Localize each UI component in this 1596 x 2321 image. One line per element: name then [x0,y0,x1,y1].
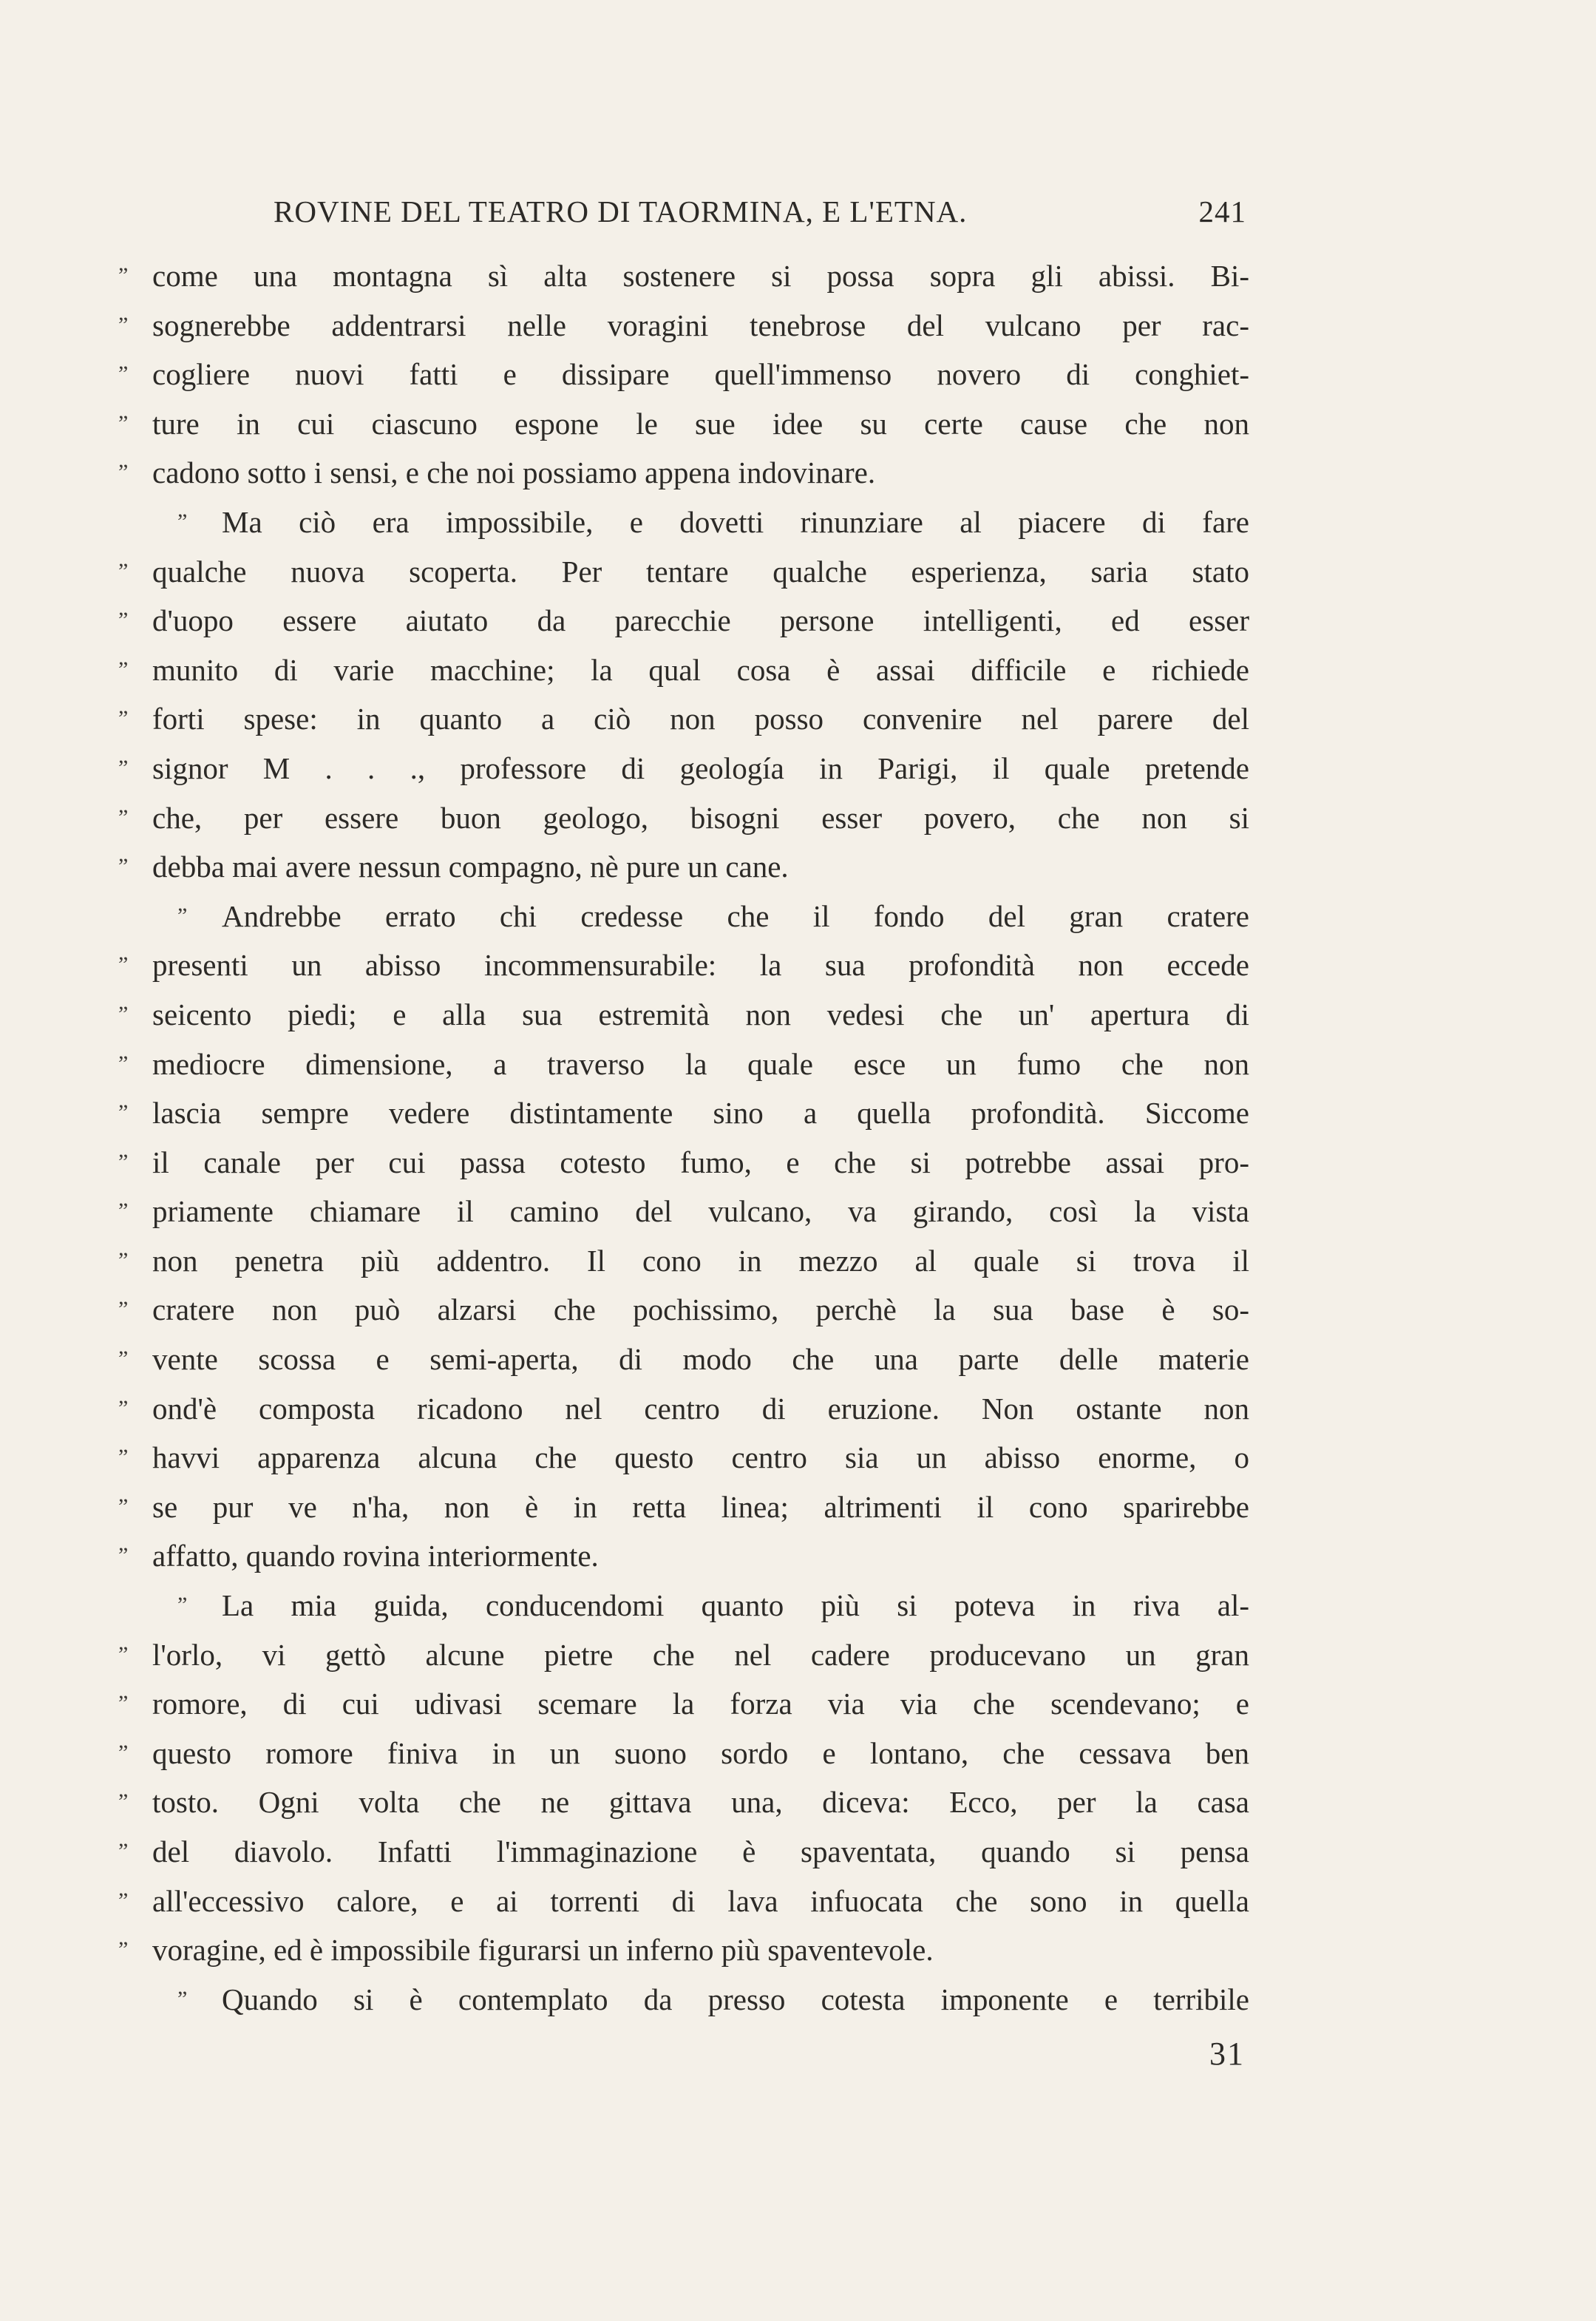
quote-mark: ” [118,362,129,387]
line-text: all'eccessivo calore, e ai torrenti di lava infuocata che sono in quella [152,1883,1249,1918]
quote-mark: ” [118,657,129,682]
text-line [118,1187,1249,1236]
line-text: ture in cui ciascuno espone le sue idee su certe cause che non [152,406,1249,441]
text-line [118,547,1249,597]
text-line [118,1088,1249,1138]
line-text: cogliere nuovi fatti e dissipare quell'immenso novero di conghiet- [152,357,1249,392]
text-line [118,793,1249,843]
text-line [118,1384,1249,1434]
line-text: mediocre dimensione, a traverso la quale esce un fumo che non [152,1046,1249,1081]
line-text: presenti un abisso incommensurabile: la sua profondità non eccede [152,948,1249,983]
text-line [118,1335,1249,1384]
text-line [118,1679,1249,1729]
line-text: non penetra più addentro. Il cono in mezzo al quale si trova il [152,1243,1249,1278]
line-text: affatto, quando rovina interiormente. [152,1539,599,1573]
line-text: questo romore finiva in un suono sordo e lontano, che cessava ben [152,1735,1249,1770]
text-line [118,1827,1249,1877]
text-line [118,1877,1249,1926]
text-line [118,448,1249,498]
quote-mark: ” [118,1937,129,1962]
quote-mark: ” [118,1789,129,1815]
running-title: ROVINE DEL TEATRO DI TAORMINA, E L'ETNA. [274,194,968,228]
line-text: lascia sempre vedere distintamente sino a quella profondità. Siccome [152,1096,1249,1131]
text-line [118,1581,1249,1630]
text-line [118,1483,1249,1532]
text-line [118,1975,1249,2024]
quote-mark: ” [118,1199,129,1224]
text-line [118,596,1249,646]
line-text: La mia guida, conducendomi quanto più si poteva in riva al- [222,1588,1249,1623]
body-text [118,251,1249,2024]
line-text: come una montagna sì alta sostenere si possa sopra gli abissi. Bi- [152,259,1249,293]
text-line [118,498,1249,547]
quote-mark: ” [118,1149,129,1174]
quote-mark: ” [118,1001,129,1026]
line-text: ond'è composta ricadono nel centro di eruzione. Non ostante non [152,1391,1249,1426]
quote-mark: ” [118,1543,129,1568]
line-text: del diavolo. Infatti l'immaginazione è spaventata, quando si pensa [152,1834,1249,1868]
line-text: vente scossa e semi-aperta, di modo che una parte delle materie [152,1342,1249,1377]
text-line [118,941,1249,990]
text-line [118,694,1249,744]
text-line [118,1531,1249,1581]
quote-mark: ” [118,1641,129,1667]
quote-mark: ” [118,312,129,337]
text-line [118,744,1249,793]
line-text: seicento piedi; e alla sua estremità non vedesi che un' apertura di [152,997,1249,1031]
quote-mark: ” [118,263,129,288]
running-header [274,194,1246,238]
line-text: signor M . . ., professore di geología in Parigi, il quale pretende [152,750,1249,785]
quote-mark: ” [118,1247,129,1273]
line-text: che, per essere buon geologo, bisogni esser povero, che non si [152,800,1249,835]
text-line [118,1433,1249,1483]
text-line [118,892,1249,941]
line-text: munito di varie macchine; la qual cosa è assai difficile e richiede [152,652,1249,687]
text-line [118,1729,1249,1778]
text-line [118,1630,1249,1680]
line-text: d'uopo essere aiutato da parecchie persone intelligenti, ed esser [152,603,1249,638]
line-text: qualche nuova scoperta. Per tentare qualche esperienza, saria stato [152,554,1249,589]
quote-mark: ” [118,706,129,731]
quote-mark: ” [118,1691,129,1716]
quote-mark: ” [177,1986,188,2011]
quote-mark: ” [118,1100,129,1125]
quote-mark: ” [118,1395,129,1420]
quote-mark: ” [118,755,129,780]
quote-mark: ” [118,558,129,583]
line-text: sognerebbe addentrarsi nelle voragini tenebrose del vulcano per rac- [152,308,1249,342]
quote-mark: ” [177,1593,188,1618]
line-text: se pur ve n'ha, non è in retta linea; altrimenti il cono sparirebbe [152,1489,1249,1524]
line-text: havvi apparenza alcuna che questo centro sia un abisso enorme, o [152,1440,1249,1475]
text-line [118,301,1249,350]
text-line [118,399,1249,449]
quote-mark: ” [118,1740,129,1765]
quote-mark: ” [118,608,129,633]
text-line [118,1778,1249,1827]
line-text: l'orlo, vi gettò alcune pietre che nel cadere producevano un gran [152,1637,1249,1672]
quote-mark: ” [177,509,188,534]
quote-mark: ” [118,1888,129,1913]
text-line [118,350,1249,399]
line-text: priamente chiamare il camino del vulcano, va girando, così la vista [152,1194,1249,1229]
quote-mark: ” [118,1494,129,1519]
text-line [118,1285,1249,1335]
line-text: tosto. Ogni volta che ne gittava una, diceva: Ecco, per la casa [152,1785,1249,1820]
quote-mark: ” [118,1051,129,1076]
text-line [118,1925,1249,1975]
quote-mark: ” [118,1297,129,1322]
quote-mark: ” [118,952,129,977]
line-text: Ma ciò era impossibile, e dovetti rinunziare al piacere di fare [222,504,1249,539]
line-text: il canale per cui passa cotesto fumo, e che si potrebbe assai pro- [152,1145,1249,1179]
signature-mark: 31 [1209,2036,1245,2072]
line-text: romore, di cui udivasi scemare la forza via via che scendevano; e [152,1687,1249,1721]
line-text: Andrebbe errato chi credesse che il fondo del gran cratere [222,898,1249,933]
line-text: voragine, ed è impossibile figurarsi un inferno più spaventevole. [152,1933,934,1968]
quote-mark: ” [118,410,129,436]
text-line [118,646,1249,695]
quote-mark: ” [118,1839,129,1863]
text-line [118,842,1249,892]
quote-mark: ” [118,854,129,879]
line-text: debba mai avere nessun compagno, nè pure un cane. [152,850,789,884]
quote-mark: ” [177,903,188,928]
line-text: Quando si è contemplato da presso cotesta imponente e terribile [222,1982,1249,2016]
page-number: 241 [1198,194,1246,228]
text-line [118,1040,1249,1089]
text-line [118,1138,1249,1187]
quote-mark: ” [118,804,129,830]
quote-mark: ” [118,460,129,485]
line-text: cadono sotto i sensi, e che noi possiamo appena indovinare. [152,455,876,490]
quote-mark: ” [118,1445,129,1470]
quote-mark: ” [118,1346,129,1372]
text-line [118,1236,1249,1286]
text-line [118,990,1249,1040]
text-line [118,251,1249,301]
line-text: cratere non può alzarsi che pochissimo, perchè la sua base è so- [152,1292,1249,1327]
line-text: forti spese: in quanto a ciò non posso convenire nel parere del [152,702,1249,736]
